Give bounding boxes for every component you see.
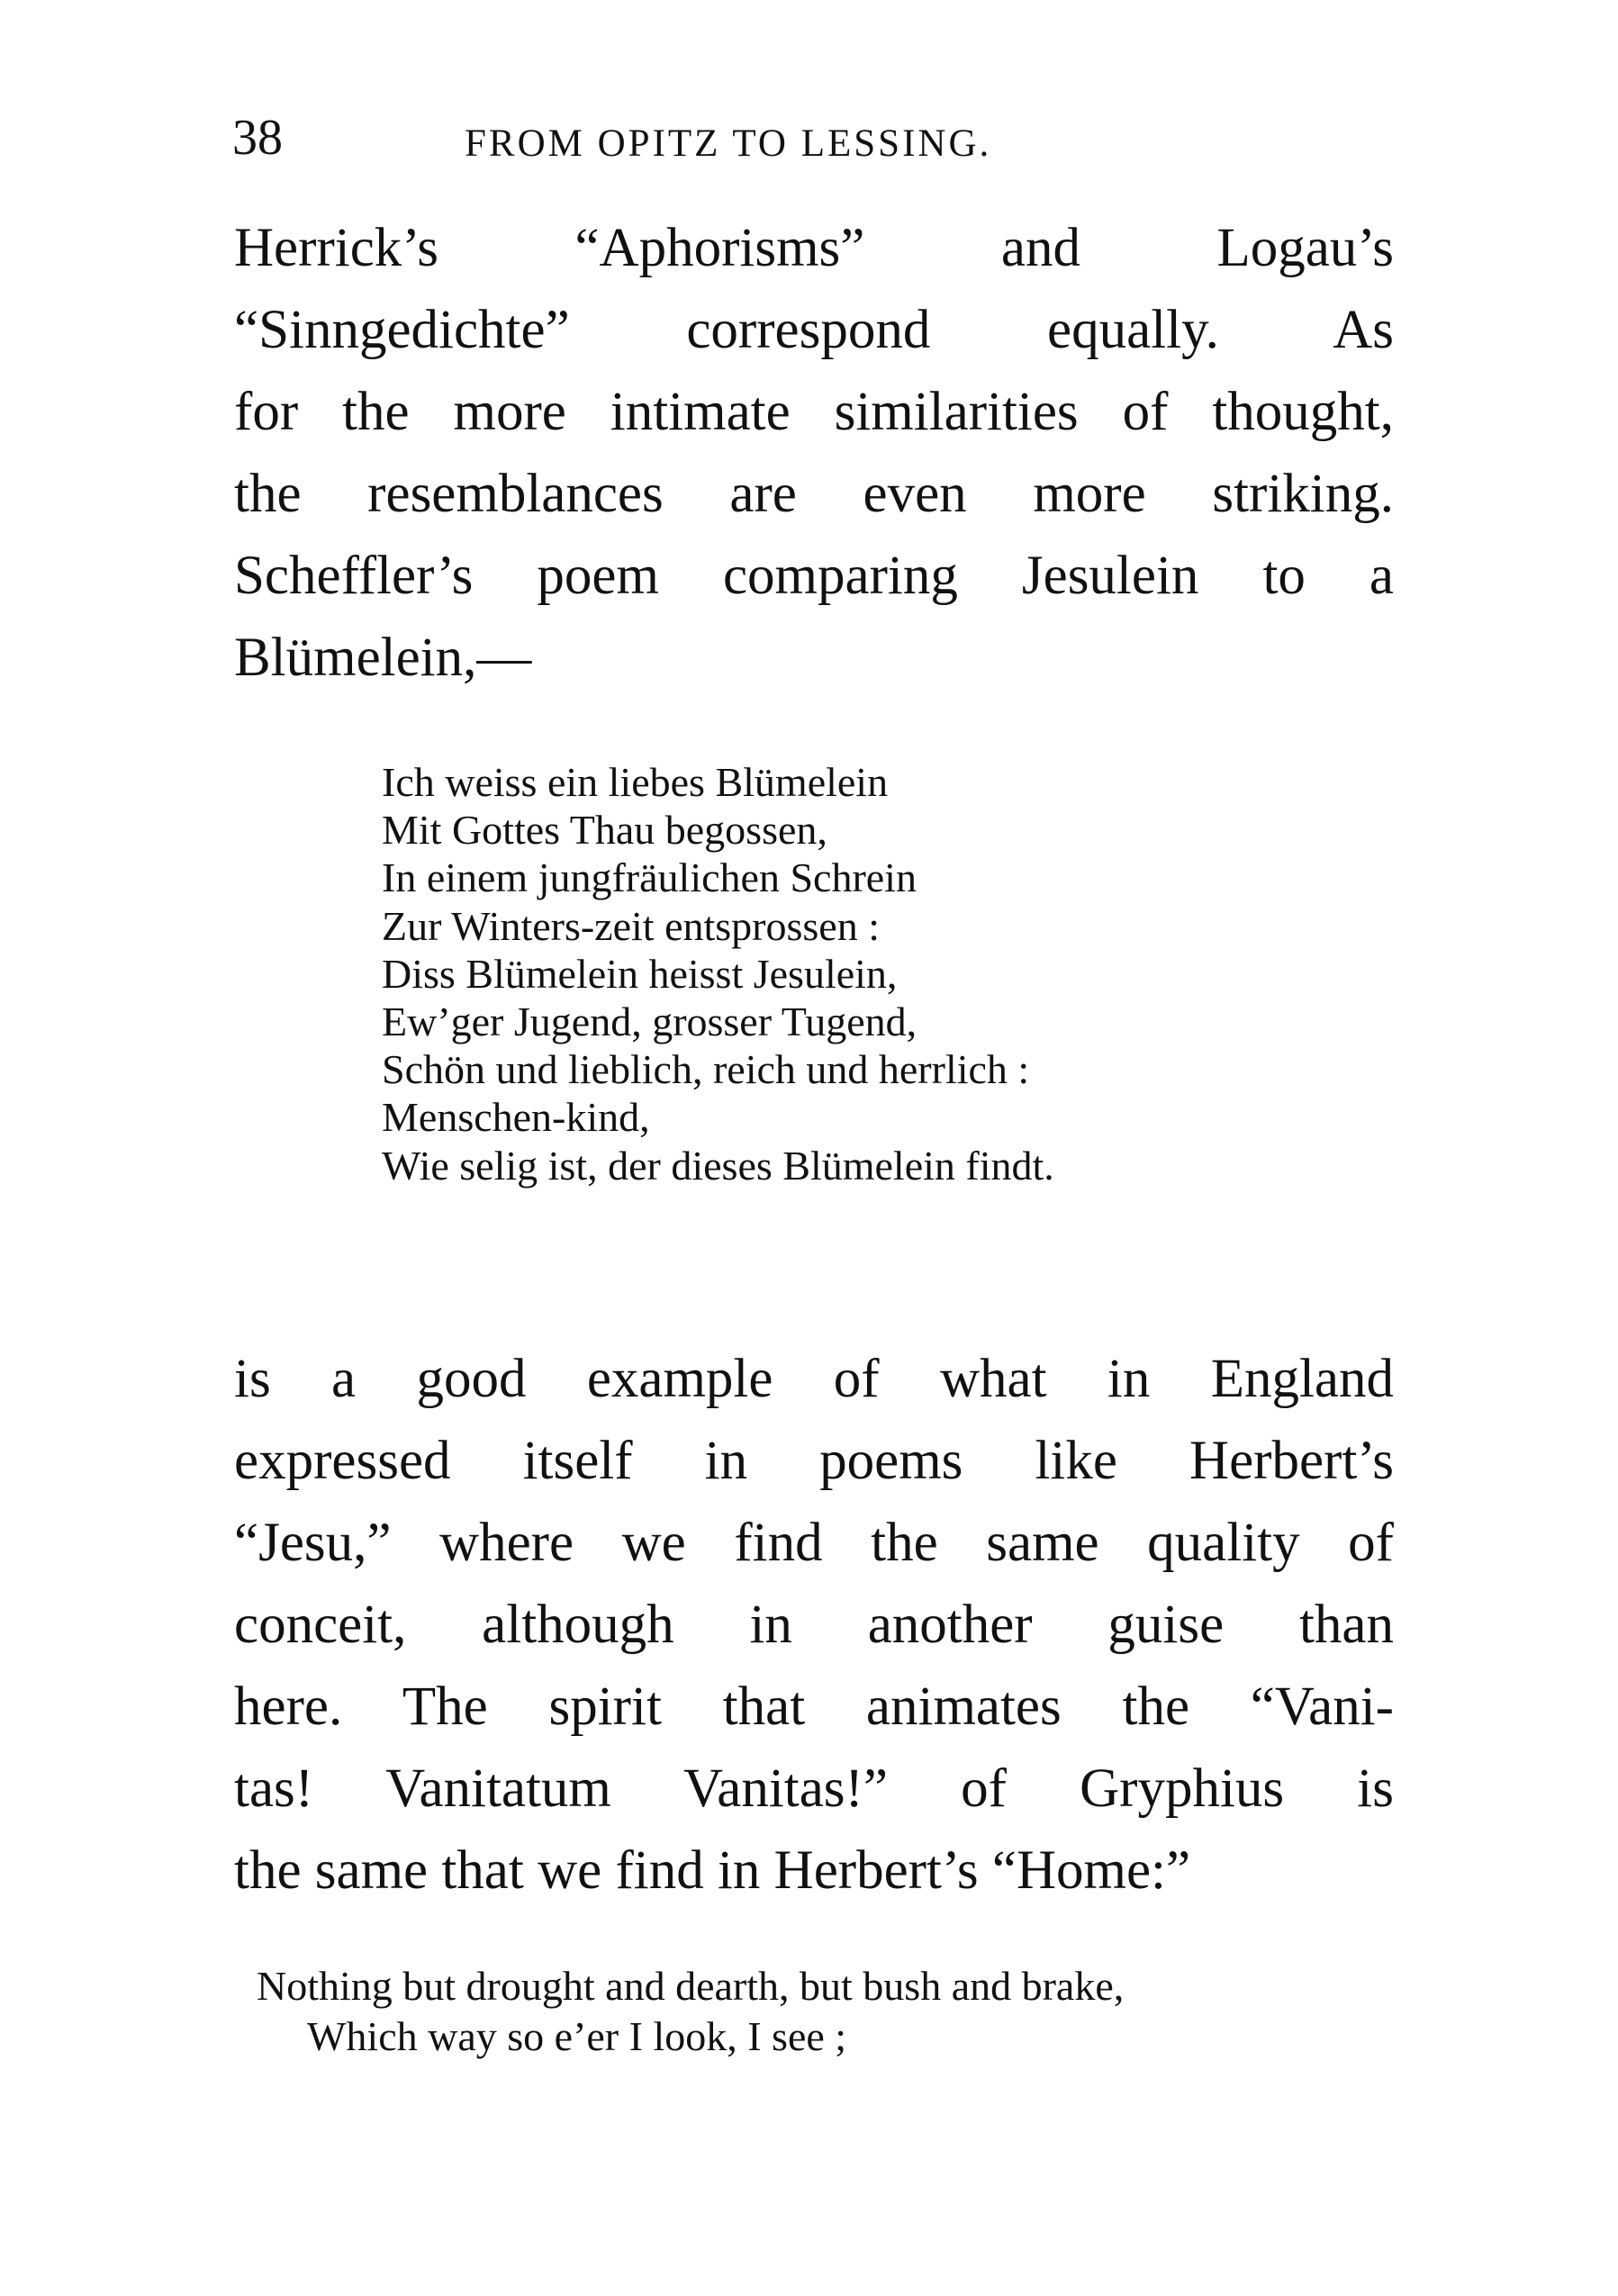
verse-line: Mit Gottes Thau begossen,	[382, 807, 827, 854]
verse-line: Zur Winters-zeit entsprossen :	[382, 902, 880, 949]
text-line: the resemblances are even more striking.	[234, 464, 1394, 524]
text-line: for the more intimate similarities of thought,	[234, 382, 1394, 442]
text-line: Blümelein,—	[234, 628, 532, 688]
text-line: the same that we find in Herbert’s “Home:”	[234, 1840, 1191, 1901]
german-verse-quotation	[382, 758, 1354, 1189]
verse-line: Ew’ger Jugend, grosser Tugend,	[382, 998, 917, 1044]
text-line: “Jesu,” where we find the same quality of	[234, 1513, 1394, 1573]
verse-line: Nothing but drought and dearth, but bush and brake,	[257, 1963, 1125, 2009]
text-line: is a good example of what in England	[234, 1349, 1394, 1409]
text-line: here. The spirit that animates the “Vani-	[234, 1677, 1394, 1737]
verse-line: Ich weiss ein liebes Blümelein	[382, 759, 889, 805]
verse-line: Which way so e’er I look, I see ;	[307, 2013, 847, 2059]
verse-line: Schön und lieblich, reich und herrlich :	[382, 1046, 1030, 1093]
verse-line: Menschen-kind,	[382, 1094, 650, 1141]
english-verse-quotation	[257, 1961, 1409, 2062]
text-line: “Sinngedichte” correspond equally. As	[234, 300, 1394, 360]
page-number: 38	[232, 110, 283, 166]
text-line: expressed itself in poems like Herbert’s	[234, 1431, 1394, 1491]
text-line: conceit, although in another guise than	[234, 1595, 1394, 1655]
text-line: Scheffler’s poem comparing Jesulein to a	[234, 546, 1394, 606]
verse-line: Wie selig ist, der dieses Blümelein findt.	[382, 1142, 1054, 1189]
text-line: tas! Vanitatum Vanitas!” of Gryphius is	[234, 1758, 1394, 1819]
running-head: FROM OPITZ TO LESSING.	[465, 122, 992, 165]
text-line: Herrick’s “Aphorisms” and Logau’s	[234, 218, 1394, 278]
verse-line: In einem jungfräulichen Schrein	[382, 854, 917, 901]
verse-line: Diss Blümelein heisst Jesulein,	[382, 950, 898, 997]
